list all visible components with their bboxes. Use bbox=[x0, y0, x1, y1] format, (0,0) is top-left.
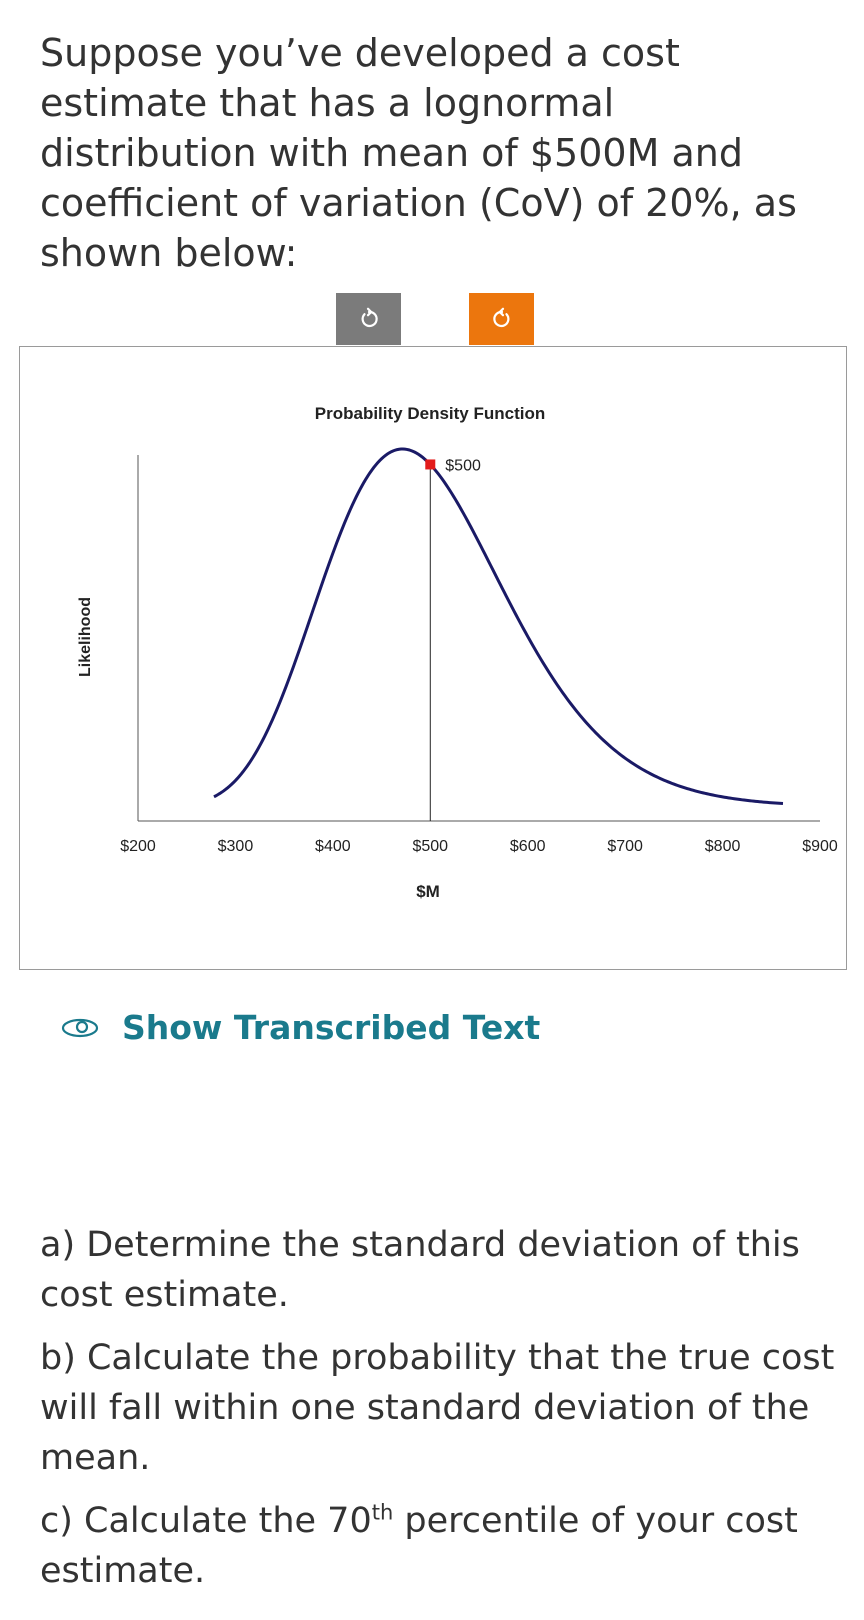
eye-icon bbox=[60, 1016, 100, 1040]
question-c-text-end: percentile of your cost estimate. bbox=[40, 1501, 798, 1591]
x-axis-label: $M bbox=[416, 882, 440, 901]
rotate-right-icon bbox=[490, 307, 514, 331]
question-a: a) Determine the standard deviation of this cost estimate. bbox=[40, 1225, 800, 1315]
undo-button[interactable] bbox=[336, 293, 401, 345]
pdf-curve bbox=[214, 449, 783, 804]
chart-canvas bbox=[20, 347, 848, 971]
x-tick-label: $500 bbox=[412, 838, 449, 855]
x-tick-label: $600 bbox=[509, 838, 546, 855]
chart-title: Probability Density Function bbox=[314, 404, 546, 423]
question-c-text: c) Calculate the 70 bbox=[40, 1501, 372, 1541]
mean-point[interactable] bbox=[425, 459, 435, 469]
x-tick-label: $200 bbox=[120, 838, 156, 855]
pdf-chart bbox=[19, 346, 847, 970]
intro-text: Suppose you’ve developed a cost estimate that has a lognormal distribution with mean of $500M and coefficient of variation (CoV) of 20%, as shown below: bbox=[40, 31, 797, 275]
question-c bbox=[40, 1496, 840, 1596]
redo-button[interactable] bbox=[469, 293, 534, 345]
x-tick-label: $300 bbox=[217, 838, 254, 855]
rotate-left-icon bbox=[357, 307, 381, 331]
x-tick-label: $900 bbox=[802, 838, 838, 855]
x-tick-label: $700 bbox=[607, 838, 643, 855]
y-axis-label: Likelihood bbox=[77, 597, 94, 677]
x-tick-label: $400 bbox=[315, 838, 351, 855]
show-transcribed-text-label: Show Transcribed Text bbox=[122, 1008, 541, 1047]
mean-point-label: $500 bbox=[445, 457, 481, 475]
question-c-superscript: th bbox=[371, 1500, 394, 1525]
x-tick-labels bbox=[120, 838, 838, 855]
question-b: b) Calculate the probability that the true cost will fall within one standard deviation of the mean. bbox=[40, 1338, 835, 1478]
x-tick-label: $800 bbox=[704, 838, 741, 855]
show-transcribed-text-link[interactable] bbox=[60, 1008, 540, 1047]
